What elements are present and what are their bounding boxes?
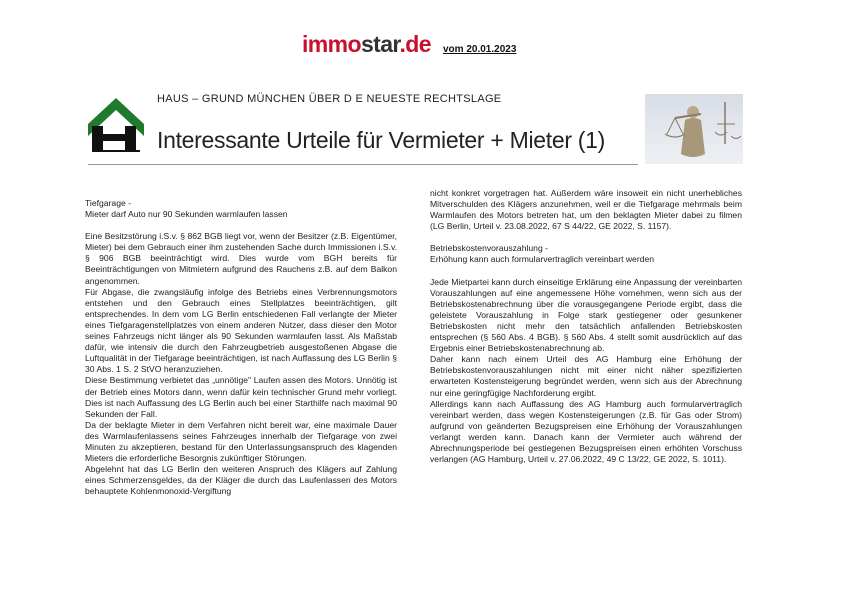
paragraph: Für Abgase, die zwangsläufig infolge des Betriebs eines Verbrennungsmotors entstehen und den Gebrauch eines Stellplatzes beeinträchtigen, gilt entsprechendes. In dem vom LG Berlin entschiedenen Fall verlangte der Mieter eines Tiefgaragenstellplatzes von einem anderen Nutzer, dass dieser den Motor seines Fahrzeugs nicht länger als 90 Sekunden warmlaufen lasst. Als Maßstab dafür, wie intensiv die durch den Fahrzeugbetrieb ausgestoßenen Abgase die Luftqualität in der Tiefgarage beeinträchtigen, ist nach Auffassung des LG Berlin § 30 Abs. 1 S. 2 StVO heranzuziehen. xyxy=(85,286,397,375)
article-heading-line2: Mieter darf Auto nur 90 Sekunden warmlaufen lassen xyxy=(85,209,288,220)
paragraph: Eine Besitzstörung i.S.v. § 862 BGB liegt vor, wenn der Besitzer (z.B. Eigentümer, Mieter) bei dem Gebrauch einer ihm zustehenden Sache durch Immissionen i.S.v. § 906 BGB beeinträchtigt wird. Dies wurde vom BGH bereits für Beeinträchtigungen von Mitmietern aufgrund des Rauchens z.B. auf dem Balkon angenommen. xyxy=(85,231,397,286)
paragraph: Abgelehnt hat das LG Berlin den weiteren Anspruch des Klägers auf Zahlung eines Schmerzensgeldes, da der Kläger die durch das Laufenlassen des Motors behauptete Kohlenmonoxid-Vergiftung xyxy=(85,464,397,497)
article-column-right xyxy=(430,188,742,465)
publication-date: vom 20.01.2023 xyxy=(443,44,517,55)
paragraph: Allerdings kann nach Auffassung des AG Hamburg auch formularvertraglich vereinbart werden, dass wegen Kostensteigerungen (z.B. für Gas oder Strom) aufgrund von geänderten Bezugspreisen eine Erhöhung der Vorauszahlungen verlangt werden kann. Danach kann der Vermieter auch während der Abrechnungsperiode bei gestiegenen Bezugspreisen einen erhöhten Vorschuss verlangen (AG Hamburg, Urteil v. 27.06.2022, 49 C 13/22, GE 2022, S. 1011). xyxy=(430,398,742,465)
paragraph-continuation: nicht konkret vorgetragen hat. Außerdem wäre insoweit ein nicht unerhebliches Mitverschulden des Klägers anzunehmen, weil er die Tiefgarage mehrmals beim Warmlaufen des Motors betreten hat, um den beklagten Mieter dabei zu filmen (LG Berlin, Urteil v. 23.08.2022, 67 S 44/22, GE 2022, S. 1157). xyxy=(430,188,742,232)
justitia-statue-icon xyxy=(645,94,743,164)
paragraph: Jede Mietpartei kann durch einseitige Erklärung eine Anpassung der vereinbarten Vorauszahlungen auf eine angemessene Höhe vornehmen, wenn sich aus der Betriebskostenabrechnung über die vorausgegangene Periode ergibt, dass die geleistete Vorauszahlung in Folge stark gestiegener oder gesunkener Betriebskosten nicht mehr den tatsächlich anfallenden Betriebskosten entsprechen (§ 560 Abs. 4 BGB). § 560 Abs. 4 stellt somit ausdrücklich auf das Ergebnis einer Betriebskostenabrechnung ab. xyxy=(430,276,742,354)
paragraph: Diese Bestimmung verbietet das „unnötige" Laufen assen des Motors. Unnötig ist der Betrieb eines Motors dann, wenn dafür kein technischer Grund mehr vorliegt. Dies ist nach Auffassung des LG Berlin auch bei einer Starthilfe nach maximal 90 Sekunden der Fall. xyxy=(85,375,397,419)
paragraph: Daher kann nach einem Urteil des AG Hamburg eine Erhöhung der Betriebskostenvorauszahlungen nicht mit einer nicht näher spezifizierten erwarteten Kostensteigerung begründet werden, wenn sich aus der Abrechnung nur eine geringfügige Nachforderung ergibt. xyxy=(430,354,742,398)
article-heading-line1: Tiefgarage - xyxy=(85,198,132,208)
kicker-line: HAUS – GRUND MÜNCHEN ÜBER D E NEUESTE RECHTSLAGE xyxy=(157,93,502,105)
article-heading-line1: Betriebskostenvorauszahlung - xyxy=(430,243,548,254)
header-divider xyxy=(88,164,638,165)
article-heading-line2: Erhöhung kann auch formularvertraglich vereinbart werden xyxy=(430,254,655,265)
brand-part-immo: immo xyxy=(302,31,361,57)
article-column-left xyxy=(85,198,397,497)
paragraph: Da der beklagte Mieter in dem Verfahren nicht bereit war, eine maximale Dauer des Warmlaufenlassens seines Fahrzeuges innerhalb der Tiefgarage von zwei Minuten zu akzeptieren, bestand für den Unterlassungsanspruch des klagenden Mieters die erforderliche Besorgnis zukünftiger Störungen. xyxy=(85,419,397,464)
brand-part-de: .de xyxy=(399,31,431,57)
page-title: Interessante Urteile für Vermieter + Mieter (1) xyxy=(157,127,605,153)
haus-grund-logo-icon xyxy=(88,96,144,152)
brand-part-star: star xyxy=(360,31,400,57)
brand-logo xyxy=(302,30,431,58)
